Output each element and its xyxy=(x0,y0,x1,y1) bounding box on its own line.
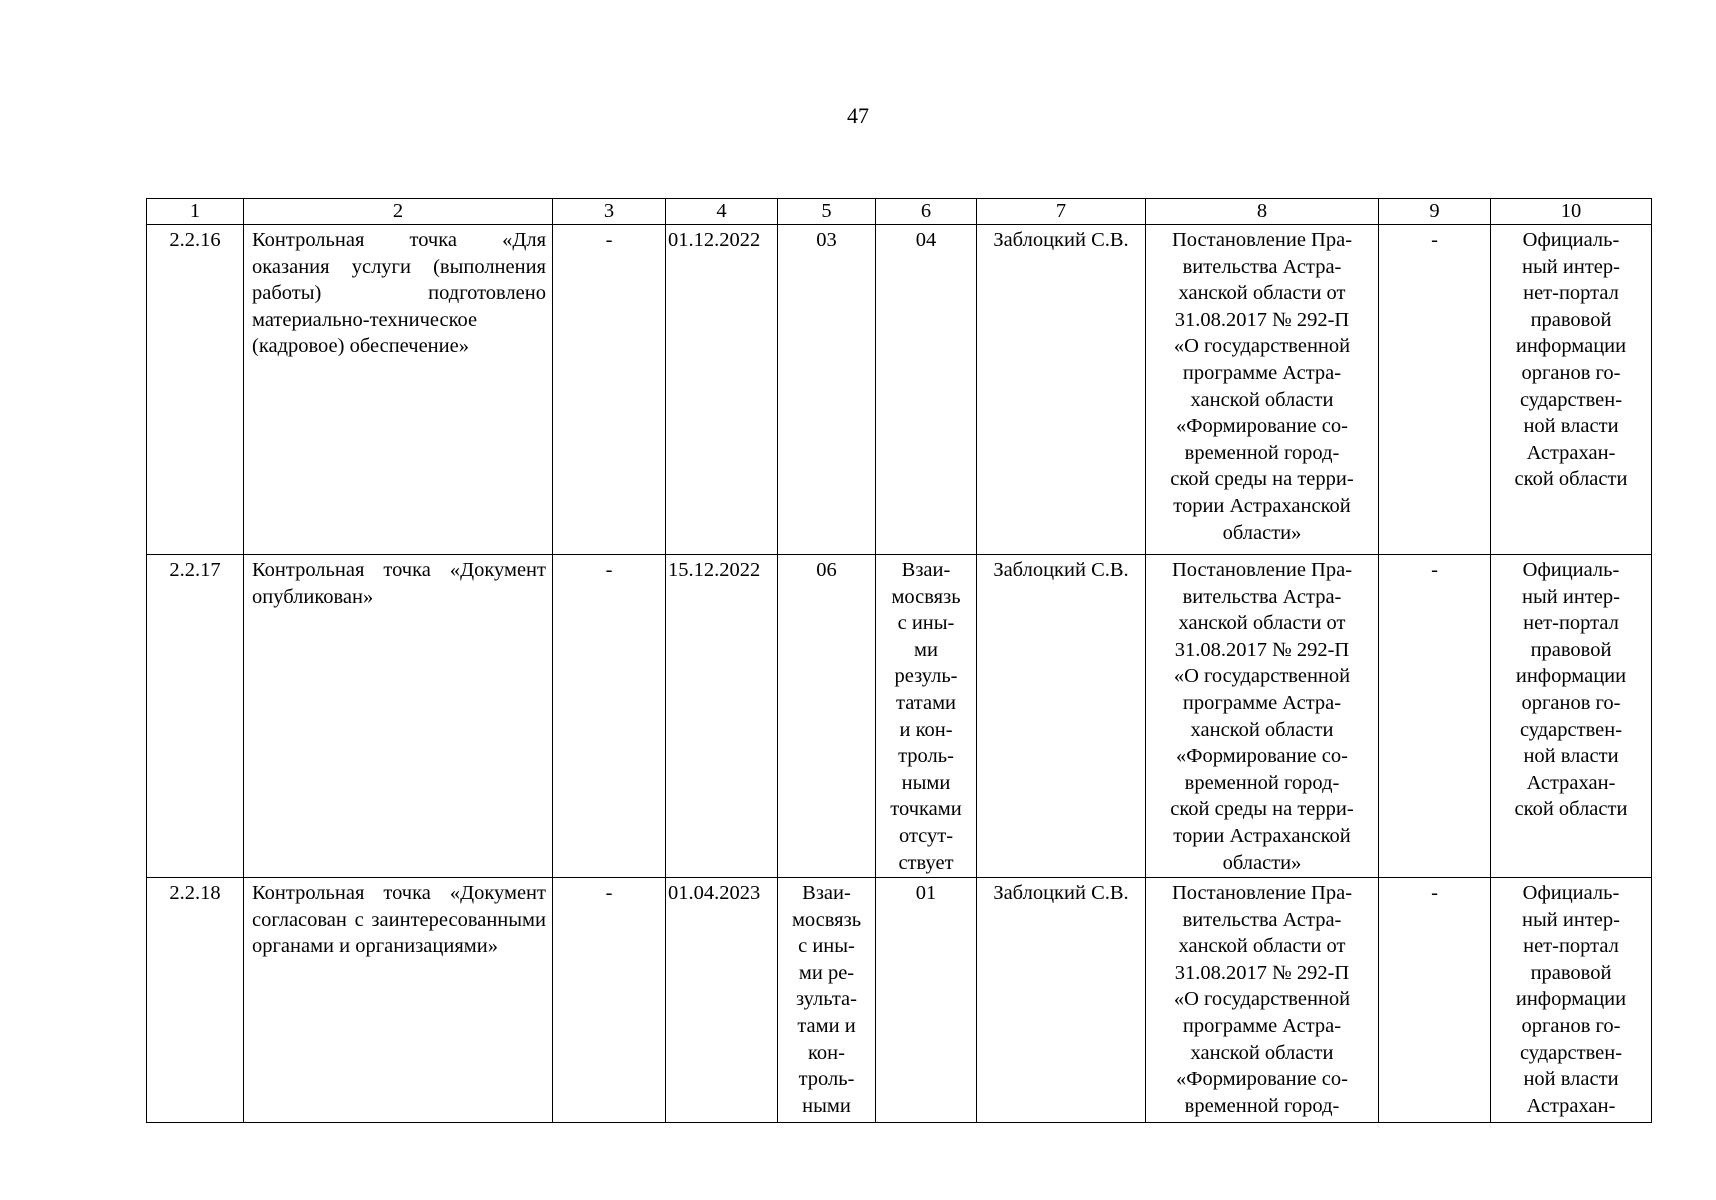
publication-source: Официаль- ный интер- нет-портал правовой информации органов го- сударствен- ной власти Астрахан- xyxy=(1491,878,1652,1123)
row-number: 2.2.16 xyxy=(147,225,244,555)
cell-col-3: - xyxy=(553,225,666,555)
cell-col-6: 01 xyxy=(876,878,977,1123)
cell-col-6: Взаи- мосвязь с ины- ми резуль- татами и кон- троль- ными точками отсут- ствует xyxy=(876,555,977,878)
header-col-10: 10 xyxy=(1491,199,1652,225)
document-table xyxy=(146,198,1652,1123)
publication-source: Официаль- ный интер- нет-портал правовой информации органов го- сударствен- ной власти Астрахан- ской области xyxy=(1491,555,1652,878)
table-row xyxy=(147,555,1652,878)
header-col-6: 6 xyxy=(876,199,977,225)
row-number: 2.2.17 xyxy=(147,555,244,878)
checkpoint-name: Контрольная точка «Документ согласован с заинтересованными органами и организациями» xyxy=(244,878,553,1123)
cell-col-9: - xyxy=(1379,878,1491,1123)
responsible-person: Заблоцкий С.В. xyxy=(977,878,1146,1123)
document-reference: Постановление Пра- вительства Астра- ханской области от 31.08.2017 № 292-П «О государственной программе Астра- ханской области «Формирование со- временной город- ской среды на терри- тории Астраханской области» xyxy=(1146,555,1379,878)
cell-col-5: 03 xyxy=(778,225,876,555)
cell-col-6: 04 xyxy=(876,225,977,555)
row-number: 2.2.18 xyxy=(147,878,244,1123)
header-col-1: 1 xyxy=(147,199,244,225)
header-col-7: 7 xyxy=(977,199,1146,225)
cell-col-3: - xyxy=(553,878,666,1123)
publication-source: Официаль- ный интер- нет-портал правовой информации органов го- сударствен- ной власти Астрахан- ской области xyxy=(1491,225,1652,555)
header-col-4: 4 xyxy=(666,199,778,225)
header-row xyxy=(147,199,1652,225)
checkpoint-date: 15.12.2022 xyxy=(666,555,778,878)
cell-col-9: - xyxy=(1379,225,1491,555)
checkpoint-name: Контрольная точка «Документ опубликован» xyxy=(244,555,553,878)
header-col-9: 9 xyxy=(1379,199,1491,225)
header-col-5: 5 xyxy=(778,199,876,225)
table-row xyxy=(147,878,1652,1123)
document-reference: Постановление Пра- вительства Астра- ханской области от 31.08.2017 № 292-П «О государственной программе Астра- ханской области «Формирование со- временной город- xyxy=(1146,878,1379,1123)
table-row xyxy=(147,225,1652,555)
document-reference: Постановление Пра- вительства Астра- ханской области от 31.08.2017 № 292-П «О государственной программе Астра- ханской области «Формирование со- временной город- ской среды на терри- тории Астраханской области» xyxy=(1146,225,1379,555)
header-col-3: 3 xyxy=(553,199,666,225)
header-col-8: 8 xyxy=(1146,199,1379,225)
cell-col-5: 06 xyxy=(778,555,876,878)
cell-col-9: - xyxy=(1379,555,1491,878)
header-col-2: 2 xyxy=(244,199,553,225)
cell-col-3: - xyxy=(553,555,666,878)
responsible-person: Заблоцкий С.В. xyxy=(977,555,1146,878)
checkpoint-date: 01.12.2022 xyxy=(666,225,778,555)
page-number: 47 xyxy=(847,103,869,128)
checkpoint-date: 01.04.2023 xyxy=(666,878,778,1123)
checkpoint-name: Контрольная точка «Для оказания услуги (выполнения работы) подготовлено материально-техническое (кадровое) обеспечение» xyxy=(244,225,553,555)
cell-col-5: Взаи- мосвязь с ины- ми ре- зульта- тами и кон- троль- ными xyxy=(778,878,876,1123)
responsible-person: Заблоцкий С.В. xyxy=(977,225,1146,555)
